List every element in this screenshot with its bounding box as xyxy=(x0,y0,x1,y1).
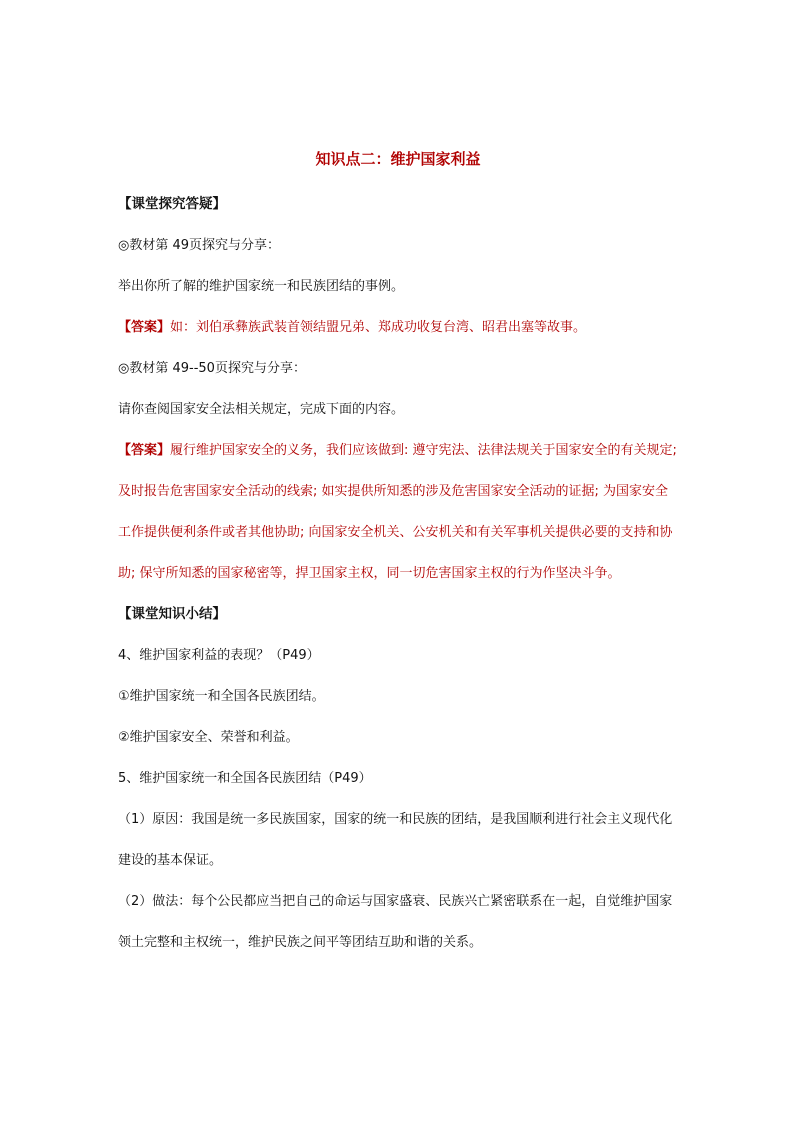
summary-reason: （1）原因：我国是统一多民族国家，国家的统一和民族的团结，是我国顺利进行社会主义现代化建设的基本保证。 xyxy=(118,812,673,868)
inquiry-heading: 【课堂探究答疑】 xyxy=(118,196,226,212)
summary-method: （2）做法：每个公民都应当把自己的命运与国家盛衰、民族兴亡紧密联系在一起，自觉维护国家领土完整和主权统一，维护民族之间平等团结互助和谐的关系。 xyxy=(118,894,673,950)
inquiry-2-source: ◎教材第 49--50页探究与分享： xyxy=(118,361,306,376)
summary-heading: 【课堂知识小结】 xyxy=(118,606,226,622)
answer-label: 【答案】 xyxy=(118,443,171,458)
answer-text: 如：刘伯承彝族武装首领结盟兄弟、郑成功收复台湾、昭君出塞等故事。 xyxy=(170,320,587,335)
summary-item-2: ②维护国家安全、荣誉和利益。 xyxy=(118,730,299,745)
inquiry-2-question: 请你查阅国家安全法相关规定，完成下面的内容。 xyxy=(118,402,405,417)
answer-label: 【答案】 xyxy=(118,320,171,335)
inquiry-1-answer xyxy=(118,307,678,348)
inquiry-1-question: 举出你所了解的维护国家统一和民族团结的事例。 xyxy=(118,279,405,294)
summary-item-1: ①维护国家统一和全国各民族团结。 xyxy=(118,689,325,704)
inquiry-1-source: ◎教材第 49页探究与分享： xyxy=(118,238,281,253)
document-content xyxy=(118,146,678,963)
inquiry-2-answer xyxy=(118,430,678,594)
summary-question-5: 5、维护国家统一和全国各民族团结（P49） xyxy=(118,771,372,786)
answer-text: 履行维护国家安全的义务，我们应该做到: 遵守宪法、法律法规关于国家安全的有关规定; 及时报告危害国家安全活动的线索; 如实提供所知悉的涉及危害国家安全活动的证据; 为国家安全工作提供便利条件或者其他协助; 向国家安全机关、公安机关和有关军事机关提供必要的支持和协助; 保守所知悉的国家秘密等，捍卫国家主权，同一切危害国家主权的行为作坚决斗争。 xyxy=(118,443,677,581)
summary-question-4: 4、维护国家利益的表现？（P49） xyxy=(118,648,320,663)
page-title: 知识点二：维护国家利益 xyxy=(315,150,481,168)
